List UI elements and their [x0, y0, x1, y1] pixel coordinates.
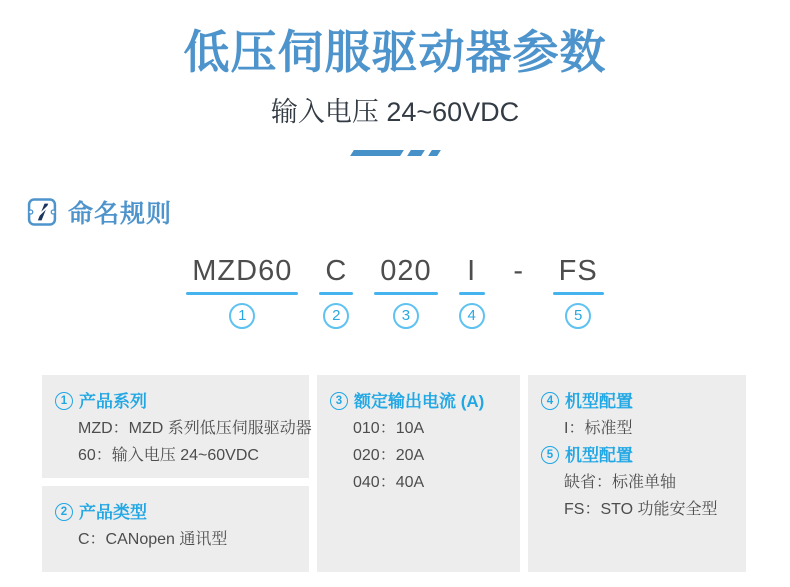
model-segment-dash [506, 255, 532, 328]
model-segment-underline [553, 292, 604, 295]
legend [42, 375, 746, 572]
legend-box-rated-current [317, 375, 520, 572]
circled-number-1: 1 [229, 303, 255, 329]
box-title: 机型配置 [565, 391, 633, 411]
circled-number-1: 1 [55, 392, 73, 410]
legend-box-model-config [528, 375, 746, 572]
model-segment-text: I [467, 255, 477, 288]
box-header [55, 499, 296, 526]
box-item: I：标准型 [564, 419, 633, 437]
box-title: 额定输出电流 (A) [354, 391, 485, 411]
model-segment-text: MZD60 [192, 255, 293, 288]
box-header [55, 388, 296, 415]
page-title: 低压伺服驱动器参数 [183, 26, 607, 78]
model-code-row [0, 255, 790, 328]
model-segment-safety [553, 255, 604, 328]
section-title: 命名规则 [68, 200, 173, 229]
model-segment-config [459, 255, 485, 328]
box-header [541, 442, 733, 469]
decor-slash-short [428, 150, 441, 156]
legend-box-product-series [42, 375, 312, 478]
model-segment-underline [319, 292, 353, 295]
box-item: 010：10A [353, 419, 425, 437]
model-segment-type [319, 255, 353, 328]
box-item: 020：20A [353, 446, 425, 464]
legend-column-middle [317, 375, 520, 572]
circled-number-2: 2 [55, 503, 73, 521]
legend-box-product-type [42, 486, 309, 572]
circled-number-3: 3 [330, 392, 348, 410]
box-item: C：CANopen 通讯型 [78, 530, 228, 548]
box-title: 产品系列 [79, 391, 147, 411]
box-item: 040：40A [353, 473, 425, 491]
circled-number-4: 4 [541, 392, 559, 410]
legend-column-left [42, 375, 312, 572]
decor-slashes [0, 150, 790, 156]
decor-slash-long [350, 150, 404, 156]
circled-number-2: 2 [323, 303, 349, 329]
logo-slash-icon [27, 197, 57, 227]
circled-number-5: 5 [565, 303, 591, 329]
model-segment-current [374, 255, 437, 328]
model-segment-text: - [513, 255, 524, 288]
circled-number-4: 4 [459, 303, 485, 329]
box-header [541, 388, 733, 415]
model-segment-text: FS [558, 255, 598, 288]
model-segment-text: C [325, 255, 348, 288]
box-header [330, 388, 507, 415]
model-segment-underline [459, 292, 485, 295]
model-segment-text: 020 [380, 255, 432, 288]
box-item: MZD：MZD 系列低压伺服驱动器 [78, 419, 312, 437]
box-item: 60：输入电压 24~60VDC [78, 446, 259, 464]
box-item: FS：STO 功能安全型 [564, 500, 718, 518]
box-title: 机型配置 [565, 445, 633, 465]
model-segment-series [186, 255, 298, 328]
naming-rules-section-header [27, 194, 790, 230]
box-title: 产品类型 [79, 502, 147, 522]
legend-column-right [528, 375, 746, 572]
model-segment-underline [186, 292, 298, 295]
model-segment-underline [374, 292, 437, 295]
box-item: 缺省：标准单轴 [564, 473, 677, 491]
decor-slash-medium [407, 150, 425, 156]
circled-number-3: 3 [393, 303, 419, 329]
page-subtitle: 输入电压 24~60VDC [270, 96, 520, 127]
circled-number-5: 5 [541, 446, 559, 464]
